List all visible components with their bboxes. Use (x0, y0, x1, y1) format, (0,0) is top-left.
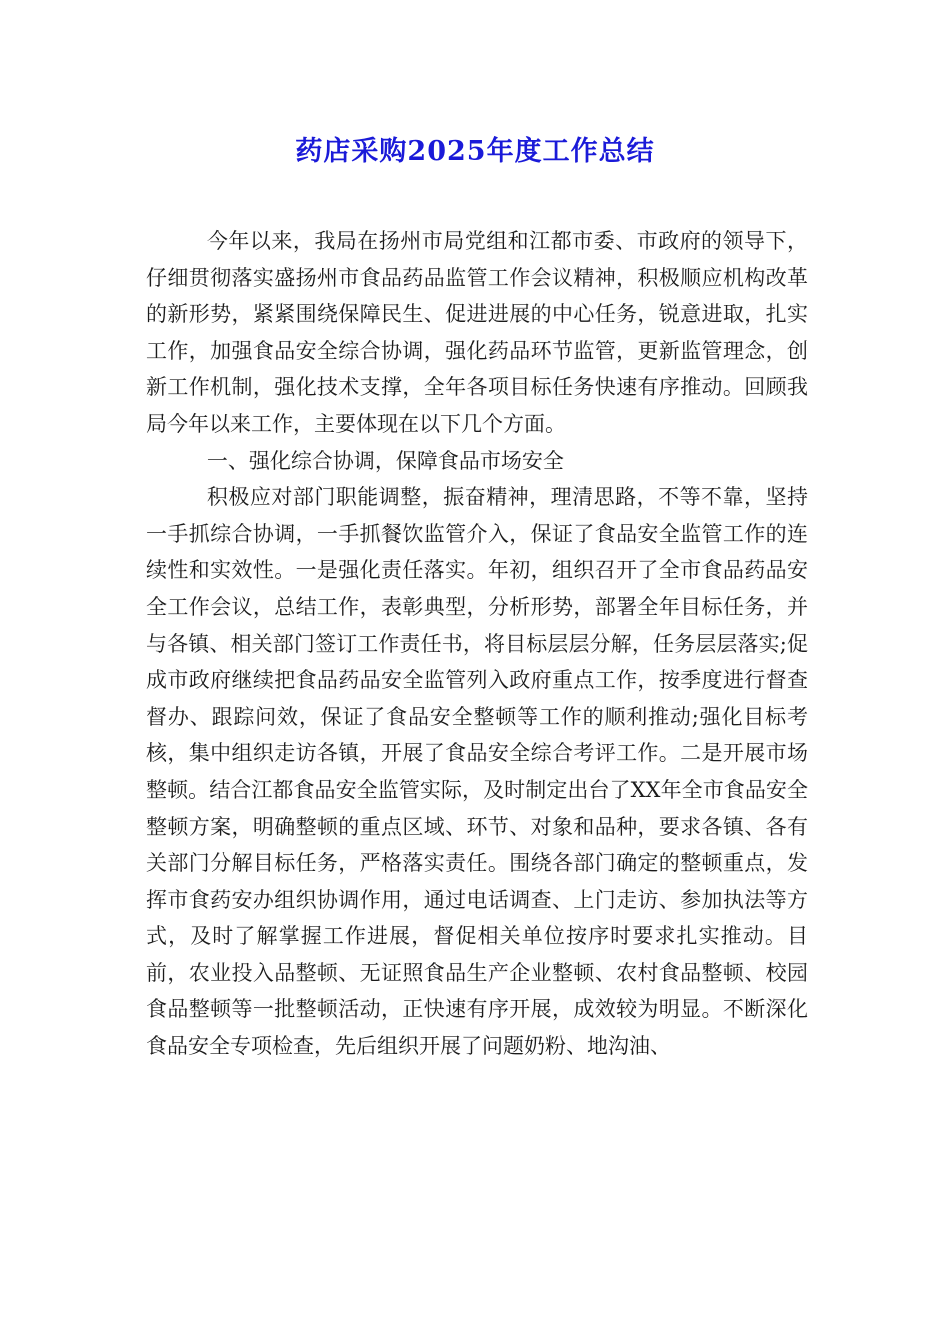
document-body (146, 223, 808, 1065)
document-title: 药店采购2025年度工作总结 (295, 136, 655, 167)
paragraph-intro: 今年以来，我局在扬州市局党组和江都市委、市政府的领导下，仔细贯彻落实盛扬州市食品药品监管工作会议精神，积极顺应机构改革的新形势，紧紧围绕保障民生、促进进展的中心任务，锐意进取，扎实工作，加强食品安全综合协调，强化药品环节监管，更新监管理念，创新工作机制，强化技术支撑，全年各项目标任务快速有序推动。回顾我局今年以来工作，主要体现在以下几个方面。 (146, 229, 808, 436)
section-heading-1: 一、强化综合协调，保障食品市场安全 (206, 448, 564, 473)
paragraph-section-1: 积极应对部门职能调整，振奋精神，理清思路，不等不靠，坚持一手抓综合协调，一手抓餐饮监管介入，保证了食品安全监管工作的连续性和实效性。一是强化责任落实。年初，组织召开了全市食品药品安全工作会议，总结工作，表彰典型，分析形势，部署全年目标任务，并与各镇、相关部门签订工作责任书，将目标层层分解，任务层层落实;促成市政府继续把食品药品安全监管列入政府重点工作，按季度进行督查督办、跟踪问效，保证了食品安全整顿等工作的顺利推动;强化目标考核，集中组织走访各镇，开展了食品安全综合考评工作。二是开展市场整顿。结合江都食品安全监管实际，及时制定出台了XX年全市食品安全整顿方案，明确整顿的重点区域、环节、对象和品种，要求各镇、各有关部门分解目标任务，严格落实责任。围绕各部门确定的整顿重点，发挥市食药安办组织协调作用，通过电话调查、上门走访、参加执法等方式，及时了解掌握工作进展，督促相关单位按序时要求扎实推动。目前，农业投入品整顿、无证照食品生产企业整顿、农村食品整顿、校园食品整顿等一批整顿活动，正快速有序开展，成效较为明显。不断深化食品安全专项检查，先后组织开展了问题奶粉、地沟油、 (146, 485, 808, 1059)
